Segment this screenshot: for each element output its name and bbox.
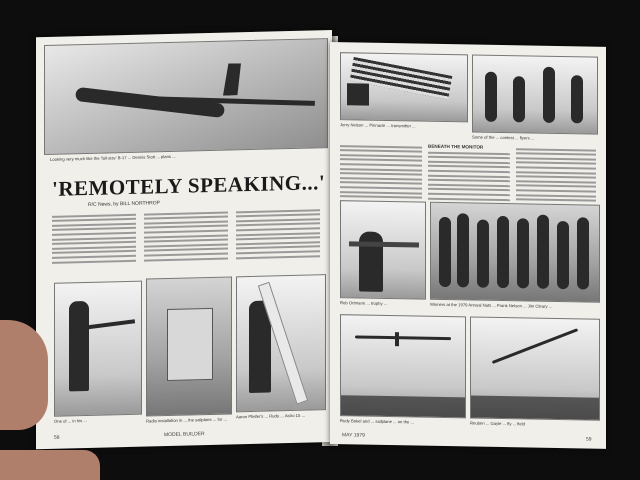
b17-bomber-photo [44,38,328,155]
person-silhouette [513,76,525,122]
sailplane-silhouette [355,335,451,340]
person-silhouette [477,220,489,288]
sailplane-silhouette [492,328,578,364]
b17-photo-caption: Looking very much like the 'full-size' B-17 ... Dennis Stott ... plans ... [50,153,176,162]
person-silhouette [457,213,469,287]
man-plane-caption: One of ... in his ... [54,417,87,424]
left-column-1 [52,211,136,266]
bomber-tail [223,63,241,95]
person-silhouette [577,217,589,289]
model-plane [85,319,135,329]
transmitter-flag-photo [340,52,468,122]
article-byline: R/C News, by BILL NORTHROP [88,200,160,208]
person-silhouette [543,67,555,123]
large-group-caption: Winners at the 1979 Annual Nats ... Frank Nelson ... Jim Cleary ... [430,301,553,309]
transmitter-caption: Jerry Nelson ... Pinnacle ... transmitter ... [340,122,416,129]
sailplane-left-caption: Rudy Bokel and ... sailplane ... on the ... [340,418,415,425]
transmitter-box [347,83,369,105]
radio-installation-caption: Radio installation in ... the sailplane ... for ... [146,416,228,424]
person-silhouette [485,72,497,122]
sailplane-right-caption: Reuben ... Gayle ... fly ... field [470,420,525,427]
right-date: MAY 1979 [342,432,365,439]
pilot-figure [69,301,89,391]
left-column-3 [236,206,320,261]
boy-figure [359,232,383,292]
right-page [330,42,606,449]
radio-installation-photo [146,276,232,416]
small-group-photo [472,54,598,134]
hand-thumb [0,320,48,430]
person-silhouette [571,75,583,123]
radio-box [167,308,213,381]
hand-fingers [0,450,100,480]
person-silhouette [517,218,529,288]
right-column-1 [340,142,422,201]
man-with-plane-photo [54,281,142,417]
left-magazine-name: MODEL BUILDER [164,431,205,439]
person-silhouette [557,221,569,289]
boy-with-model-photo [340,200,426,300]
small-group-caption: Some of the ... contest ... flyers ... [472,134,535,141]
boy-caption: Rob Ortmann ... trophy ... [340,300,388,306]
sailplane-right-photo [470,316,600,420]
left-page-number: 58 [54,434,60,441]
large-group-photo [430,202,600,303]
man-glider-caption: Aaron Pfeifer's ... Rudo ... Astro 15 ... [236,412,305,420]
person-silhouette [537,215,549,289]
person-silhouette [497,216,509,288]
right-page-number: 59 [586,436,592,443]
left-column-2 [144,209,228,264]
sailplane-left-photo [340,314,466,418]
right-subhead: BENEATH THE MONITOR [428,143,484,150]
spectators [471,395,599,419]
man-with-glider-photo [236,274,326,412]
person-silhouette [439,217,451,287]
right-column-3 [516,145,596,204]
spectators [341,395,465,417]
right-column-2 [428,144,510,204]
article-headline: 'REMOTELY SPEAKING...' [52,170,326,201]
left-page [36,30,332,449]
sailplane-fuselage [395,332,399,346]
